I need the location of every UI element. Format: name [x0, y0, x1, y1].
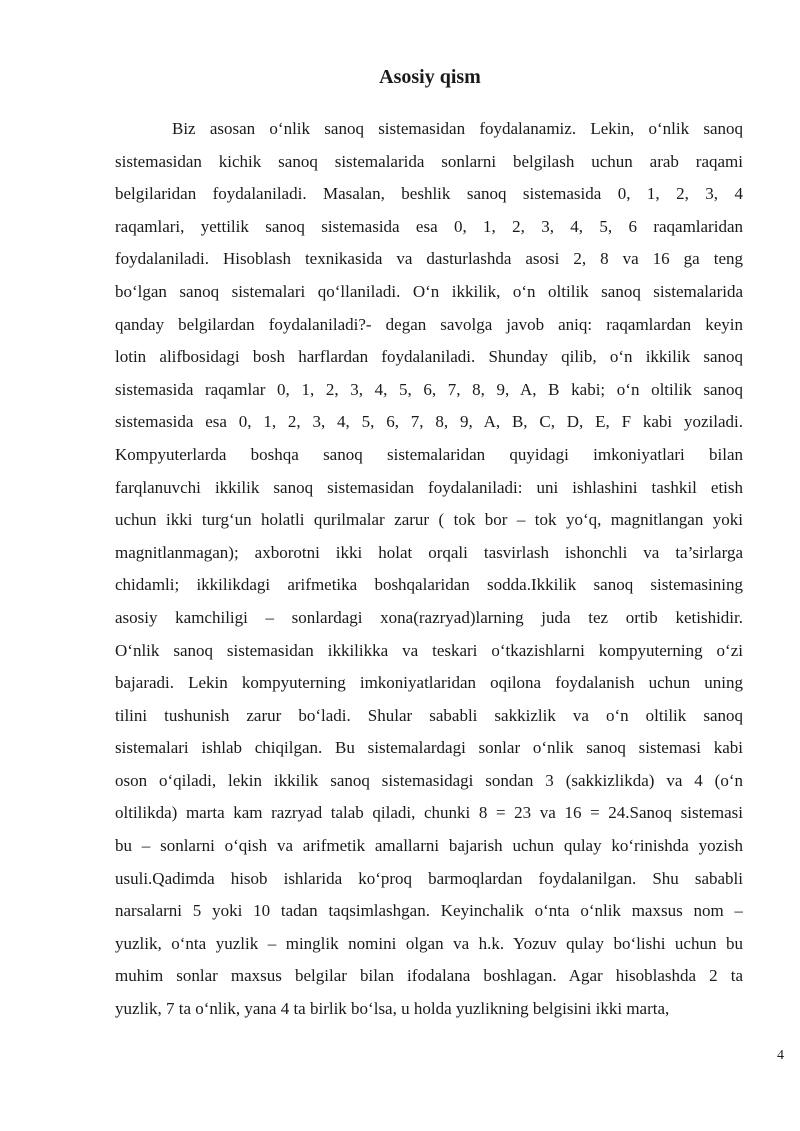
page-title: Asosiy qism	[379, 66, 481, 88]
paragraph-line: uchun ikki turg‘un holatli qurilmalar zarur ( tok bor – tok yo‘q, magnitlangan yoki	[115, 510, 743, 530]
paragraph-line: yuzlik, 7 ta o‘nlik, yana 4 ta birlik bo‘lsa, u holda yuzlikning belgisini ikki marta,	[115, 999, 670, 1019]
paragraph-line: chidamli; ikkilikdagi arifmetika boshqalaridan sodda.Ikkilik sanoq sistemasining	[115, 575, 743, 595]
body-paragraph	[115, 113, 743, 1026]
paragraph-line: muhim sonlar maxsus belgilar bilan ifodalana boshlagan. Agar hisoblashda 2 ta	[115, 966, 743, 986]
paragraph-line: bu – sonlarni o‘qish va arifmetik amallarni bajarish uchun qulay ko‘rinishda yozish	[115, 836, 743, 856]
paragraph-line: bajaradi. Lekin kompyuterning imkoniyatlaridan oqilona foydalanish uchun uning	[115, 673, 743, 693]
paragraph-line: Biz asosan o‘nlik sanoq sistemasidan foydalanamiz. Lekin, o‘nlik sanoq	[172, 119, 743, 138]
page-number: 4	[777, 1048, 784, 1063]
paragraph-line: yuzlik, o‘nta yuzlik – minglik nomini olgan va h.k. Yozuv qulay bo‘lishi uchun bu	[115, 933, 743, 953]
paragraph-line: sistemalari ishlab chiqilgan. Bu sistemalardagi sonlar o‘nlik sanoq sistemasi kabi	[115, 738, 743, 758]
paragraph-line: tilini tushunish zarur bo‘ladi. Shular sababli sakkizlik va o‘n oltilik sanoq	[115, 705, 743, 725]
paragraph-line: qanday belgilardan foydalaniladi?- degan savolga javob aniq: raqamlardan keyin	[115, 314, 743, 334]
paragraph-line: oson o‘qiladi, lekin ikkilik sanoq sistemasidagi sondan 3 (sakkizlikda) va 4 (o‘n	[115, 770, 743, 790]
paragraph-line: sistemasidan kichik sanoq sistemalarida sonlarni belgilash uchun arab raqami	[115, 151, 743, 171]
paragraph-line: sistemasida raqamlar 0, 1, 2, 3, 4, 5, 6, 7, 8, 9, A, B kabi; o‘n oltilik sanoq	[115, 379, 743, 399]
paragraph-line: bo‘lgan sanoq sistemalari qo‘llaniladi. O‘n ikkilik, o‘n oltilik sanoq sistemalarida	[115, 281, 743, 301]
paragraph-line: lotin alifbosidagi bosh harflardan foydalaniladi. Shunday qilib, o‘n ikkilik sanoq	[115, 347, 743, 367]
paragraph-line: O‘nlik sanoq sistemasidan ikkilikka va teskari o‘tkazishlarni kompyuterning o‘zi	[115, 640, 743, 660]
paragraph-line: farqlanuvchi ikkilik sanoq sistemasidan foydalaniladi: uni ishlashini tashkil etish	[115, 477, 743, 497]
paragraph-line: foydalaniladi. Hisoblash texnikasida va dasturlashda asosi 2, 8 va 16 ga teng	[115, 249, 743, 269]
paragraph-line: narsalarni 5 yoki 10 tadan taqsimlashgan. Keyinchalik o‘nta o‘nlik maxsus nom –	[115, 901, 743, 921]
paragraph-line: raqamlari, yettilik sanoq sistemasida esa 0, 1, 2, 3, 4, 5, 6 raqamlaridan	[115, 216, 743, 236]
paragraph-line: magnitlanmagan); axborotni ikki holat orqali tasvirlash ishonchli va ta’sirlarga	[115, 542, 743, 562]
paragraph-line: oltilikda) marta kam razryad talab qiladi, chunki 8 = 23 va 16 = 24.Sanoq sistemasi	[115, 803, 743, 823]
paragraph-line: sistemasida esa 0, 1, 2, 3, 4, 5, 6, 7, 8, 9, A, B, C, D, E, F kabi yoziladi.	[115, 412, 743, 432]
paragraph-line: usuli.Qadimda hisob ishlarida ko‘proq barmoqlardan foydalanilgan. Shu sababli	[115, 868, 743, 888]
paragraph-line: belgilaridan foydalaniladi. Masalan, beshlik sanoq sistemasida 0, 1, 2, 3, 4	[115, 184, 743, 204]
paragraph-line: Kompyuterlarda boshqa sanoq sistemalaridan quyidagi imkoniyatlari bilan	[115, 444, 743, 464]
paragraph-line: asosiy kamchiligi – sonlardagi xona(razryad)larning juda tez ortib ketishidir.	[115, 607, 743, 627]
